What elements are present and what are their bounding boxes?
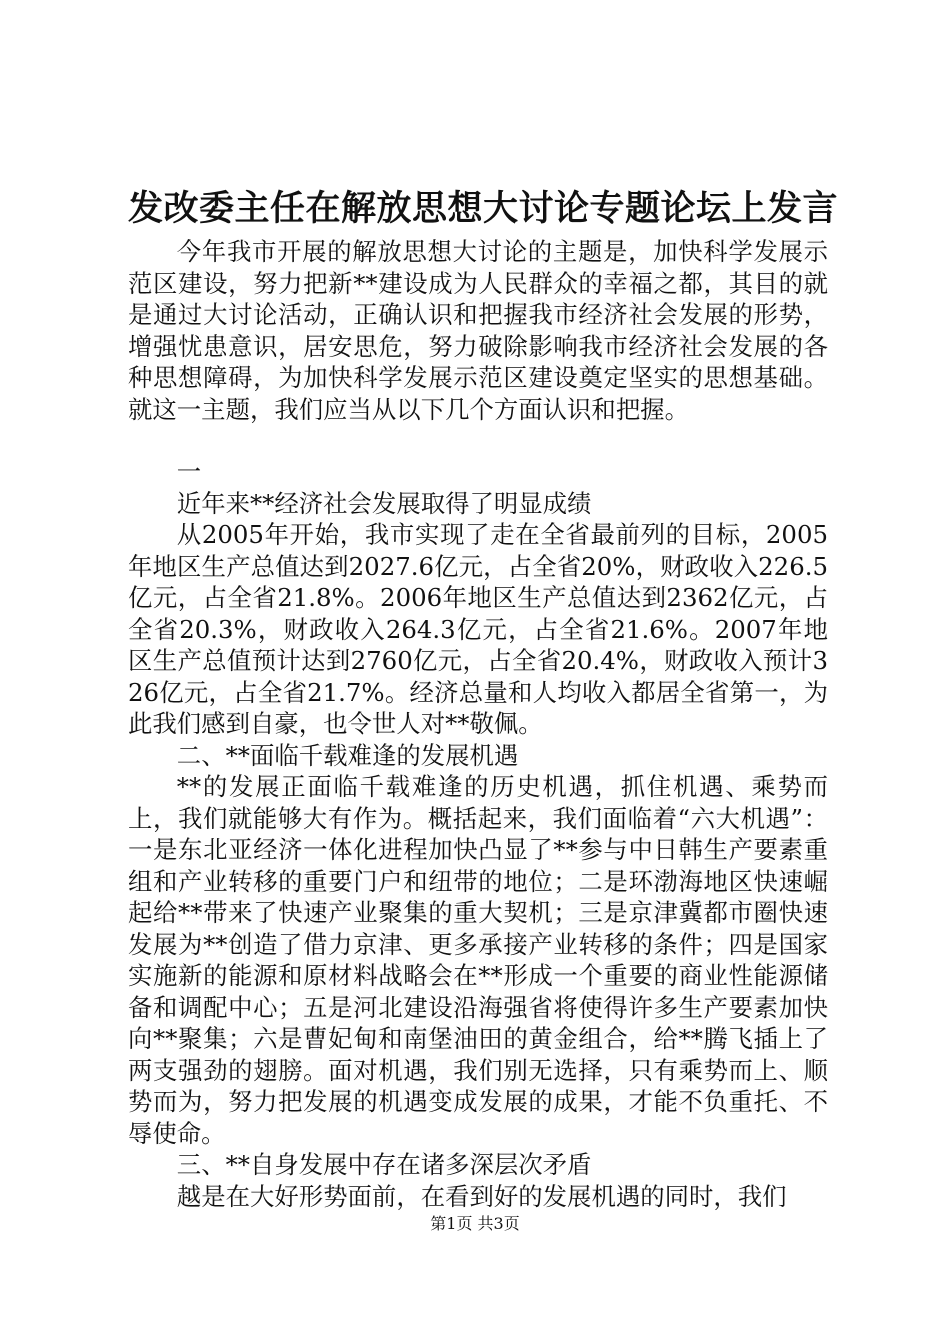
paragraph-contradictions: 越是在大好形势面前，在看到好的发展机遇的同时，我们	[176, 1181, 787, 1211]
section-heading-2: 二、**面临千载难逢的发展机遇	[176, 740, 519, 770]
page-number: 第1页 共3页	[430, 1214, 520, 1233]
document-title: 发改委主任在解放思想大讨论专题论坛上发言	[128, 189, 839, 229]
section-heading-3: 三、**自身发展中存在诸多深层次矛盾	[176, 1150, 592, 1179]
section-heading-1: 近年来**经济社会发展取得了明显成绩	[176, 488, 592, 518]
section-marker-one: 一	[176, 457, 202, 486]
document-body	[128, 236, 828, 1212]
paragraph-intro: 今年我市开展的解放思想大讨论的主题是，加快科学发展示范区建设，努力把新**建设成为人民群众的幸福之都，其目的就是通过大讨论活动，正确认识和把握我市经济社会发展的形势，增强忧患意识，居安思危，努力破除影响我市经济社会发展的各种思想障碍，为加快科学发展示范区建设奠定坚实的思想基础。就这一主题，我们应当从以下几个方面认识和把握。	[128, 237, 828, 424]
paragraph-achievements: 从2005年开始，我市实现了走在全省最前列的目标，2005年地区生产总值达到2027.6亿元，占全省20%，财政收入226.5亿元，占全省21.8%。2006年地区生产总值达到2362亿元，占全省20.3%，财政收入264.3亿元，占全省21.6%。2007年地区生产总值预计达到2760亿元，占全省20.4%，财政收入预计326亿元，占全省21.7%。经济总量和人均收入都居全省第一，为此我们感到自豪，也令世人对**敬佩。	[128, 520, 828, 738]
paragraph-opportunities: **的发展正面临千载难逢的历史机遇，抓住机遇、乘势而上，我们就能够大有作为。概括起来，我们面临着“六大机遇”：一是东北亚经济一体化进程加快凸显了**参与中日韩生产要素重组和产业转移的重要门户和纽带的地位；二是环渤海地区快速崛起给**带来了快速产业聚集的重大契机；三是京津冀都市圈快速发展为**创造了借力京津、更多承接产业转移的条件；四是国家实施新的能源和原材料战略会在**形成一个重要的商业性能源储备和调配中心；五是河北建设沿海强省将使得许多生产要素加快向**聚集；六是曹妃甸和南堡油田的黄金组合，给**腾飞插上了两支强劲的翅膀。面对机遇，我们别无选择，只有乘势而上、顺势而为，努力把发展的机遇变成发展的成果，才能不负重托、不辱使命。	[128, 772, 828, 1148]
